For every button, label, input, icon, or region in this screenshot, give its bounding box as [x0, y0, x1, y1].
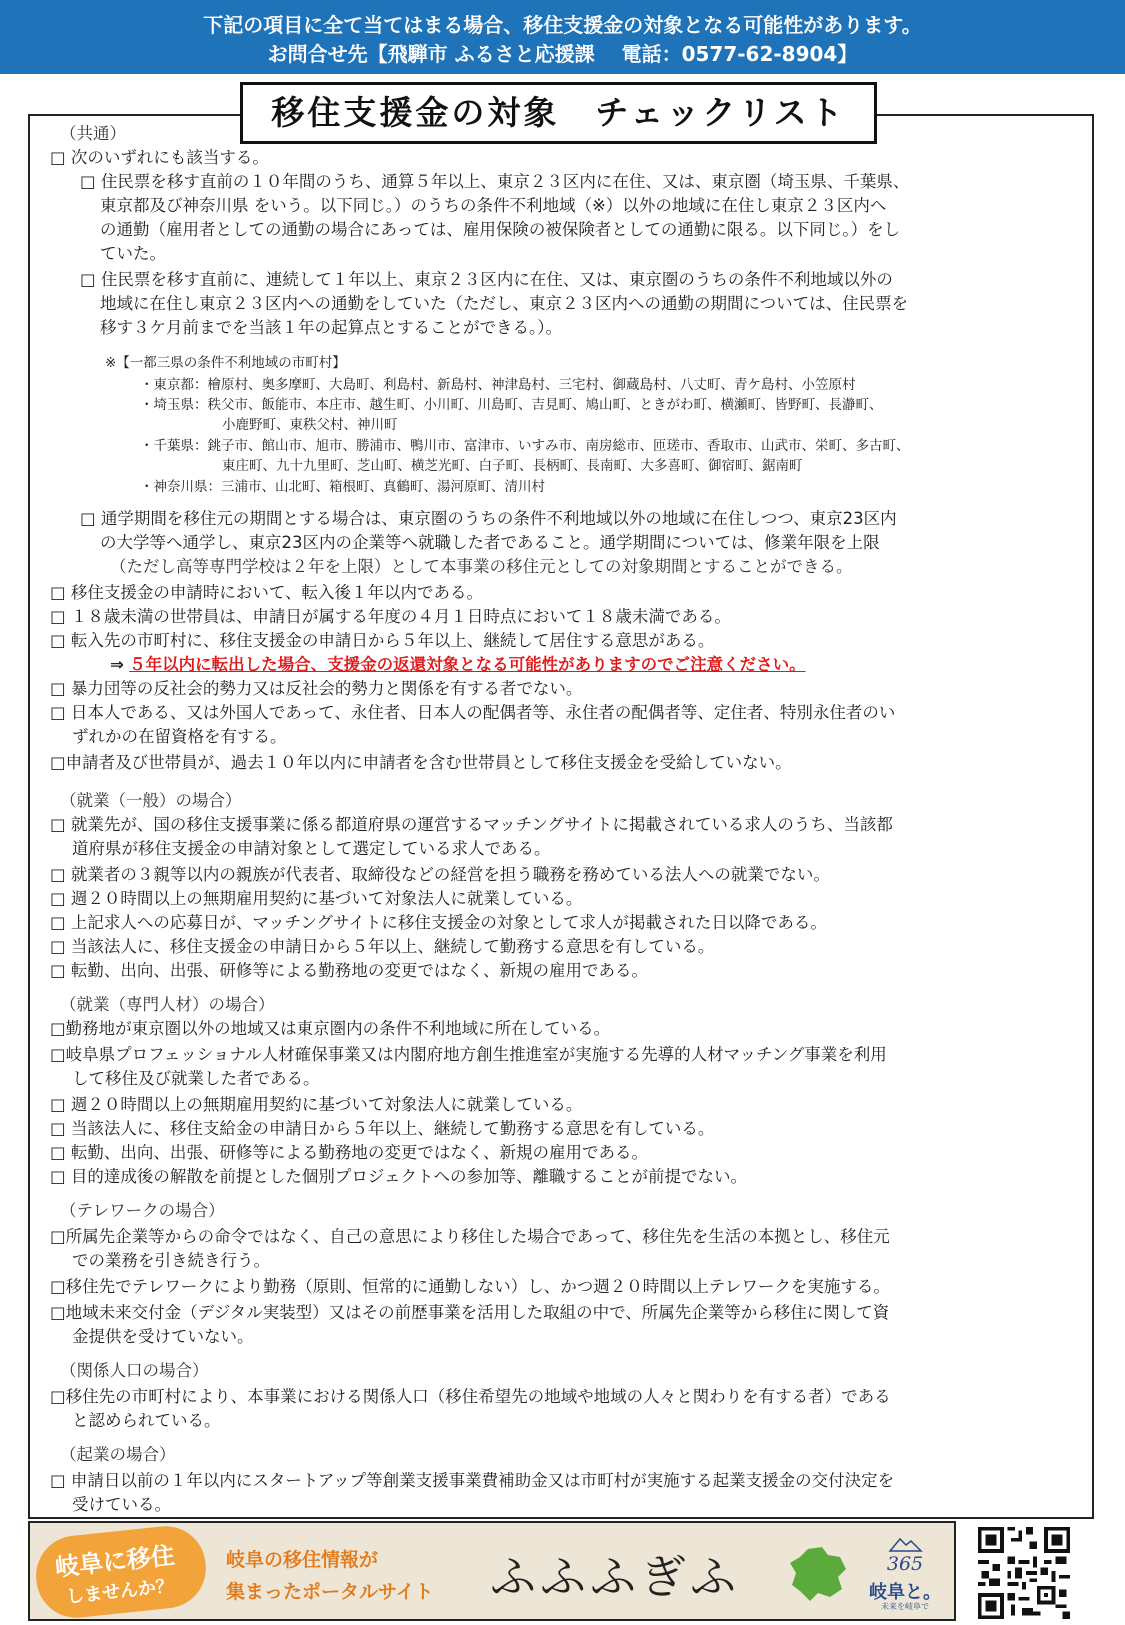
checklist-line: と認められている。 [72, 1411, 221, 1430]
checkbox-item[interactable]: □地域未来交付金（デジタル実装型）又はその前歴事業を活用した取組の中で、所属先企業等から移住に関して資 [50, 1303, 890, 1322]
portal-banner[interactable] [28, 1521, 956, 1621]
checklist-line: 道府県が移住支援金の申請対象として選定している求人である。 [72, 839, 551, 858]
bubble-line2: しませんか？ [65, 1575, 175, 1608]
checkbox-item[interactable]: □移住先の市町村により、本事業における関係人口（移住希望先の地域や地域の人々と関わりを有する者）である [50, 1387, 891, 1406]
footnote-line: ・千葉県：銚子市、館山市、旭市、勝浦市、鴨川市、富津市、いすみ市、南房総市、匝瑳市、香取市、山武市、栄町、多古町、 [140, 438, 910, 454]
section-heading: （テレワークの場合） [60, 1201, 225, 1220]
checkbox-item[interactable]: □ 次のいずれにも該当する。 [50, 148, 269, 167]
checkbox-item[interactable]: □ 住民票を移す直前に、連続して１年以上、東京２３区内に在住、又は、東京圏のうちの条件不利地域以外の [80, 270, 893, 289]
qr-code-icon[interactable] [978, 1527, 1070, 1619]
checkbox-item[interactable]: □ 転勤、出向、出張、研修等による勤務地の変更ではなく、新規の雇用である。 [50, 961, 649, 980]
mountain-icon [865, 1533, 945, 1553]
checkbox-item[interactable]: □ 当該法人に、移住支給金の申請日から５年以上、継続して勤務する意思を有している。 [50, 1119, 715, 1138]
checkbox-item[interactable]: □勤務地が東京圏以外の地域又は東京圏内の条件不利地域に所在している。 [50, 1019, 611, 1038]
checkbox-item[interactable]: □ 週２０時間以上の無期雇用契約に基づいて対象法人に就業している。 [50, 1095, 583, 1114]
bubble-line1: 岐阜に移住 [53, 1541, 177, 1582]
footnote-line: ・神奈川県：三浦市、山北町、箱根町、真鶴町、湯河原町、清川村 [140, 479, 545, 495]
checkbox-item[interactable]: □ 就業者の３親等以内の親族が代表者、取締役などの経営を担う職務を務めている法人への就業でない。 [50, 865, 830, 884]
checkbox-item[interactable]: □ 目的達成後の解散を前提とした個別プロジェクトへの参加等、離職することが前提でない。 [50, 1167, 748, 1186]
warning-text: ５年以内に転出した場合、支援金の返還対象となる可能性がありますのでご注意ください。 [129, 655, 806, 674]
checklist-line: して移住及び就業した者である。 [72, 1069, 320, 1088]
banner-subtitle-1: 岐阜の移住情報が [226, 1549, 379, 1571]
checkbox-item[interactable]: □ 住民票を移す直前の１０年間のうち、通算５年以上、東京２３区内に在住、又は、東京圏（埼玉県、千葉県、 [80, 172, 910, 191]
checkbox-item[interactable]: □申請者及び世帯員が、過去１０年以内に申請者を含む世帯員として移住支援金を受給していない。 [50, 753, 792, 772]
checkbox-item[interactable]: □ 就業先が、国の移住支援事業に係る都道府県の運営するマッチングサイトに掲載されている求人のうち、当該都 [50, 815, 893, 834]
banner-subtitle-2: 集まったポータルサイト [226, 1581, 434, 1603]
checklist-line: 受けている。 [72, 1495, 171, 1514]
checkbox-item[interactable]: □所属先企業等からの命令ではなく、自己の意思により移住した場合であって、移住先を生活の本拠とし、移住元 [50, 1227, 890, 1246]
checkbox-item[interactable]: □ １８歳未満の世帯員は、申請日が属する年度の４月１日時点において１８歳未満である。 [50, 607, 731, 626]
checklist-title: 移住支援金の対象 チェックリスト [240, 82, 877, 144]
checklist-line: 地域に在住し東京２３区内への通勤をしていた（ただし、東京２３区内への通勤の期間については、住民票を [100, 294, 909, 313]
section-heading: （関係人口の場合） [60, 1361, 209, 1380]
section-heading: （就業（専門人材）の場合） [60, 995, 275, 1014]
footnote-line: 東庄町、九十九里町、芝山町、横芝光町、白子町、長柄町、長南町、大多喜町、御宿町、鋸南町 [222, 458, 803, 474]
checkbox-item[interactable]: □岐阜県プロフェッショナル人材確保事業又は内閣府地方創生推進室が実施する先導的人材マッチング事業を利用 [50, 1045, 887, 1064]
badge-number: 365 [886, 1553, 924, 1575]
checklist-line: の大学等へ通学し、東京23区内の企業等へ就職した者であること。通学期間については、修業年限を上限 [100, 533, 880, 552]
checklist-line: 移す３ケ月前までを当該１年の起算点とすることができる。）。 [100, 318, 562, 337]
checklist-line: での業務を引き続き行う。 [72, 1251, 270, 1270]
gifu365-badge [865, 1533, 945, 1613]
section-heading: （共通） [60, 124, 126, 143]
section-heading: （ただし高等専門学校は２年を上限）として本事業の移住元としての対象期間とすることができる。 [110, 557, 853, 576]
warning-line [110, 654, 806, 676]
footnote-line: ・埼玉県：秩父市、飯能市、本庄市、越生町、小川町、川島町、吉見町、鳩山町、ときがわ町、横瀬町、皆野町、長瀞町、 [140, 397, 883, 413]
badge-small: 未来を岐阜で [881, 1602, 929, 1611]
header-contact: お問合せ先【飛騨市 ふるさと応援課 電話：0577-62-8904】 [267, 42, 858, 66]
checklist-line: 東京都及び神奈川県 をいう。以下同じ。）のうちの条件不利地域（※）以外の地域に在住し東京２３区内へ [100, 196, 887, 215]
checklist-line: ていた。 [100, 244, 166, 263]
gifu-map-icon [788, 1545, 850, 1603]
section-heading: （起業の場合） [60, 1445, 176, 1464]
checkbox-item[interactable]: □ 暴力団等の反社会的勢力又は反社会的勢力と関係を有する者でない。 [50, 679, 583, 698]
checkbox-item[interactable]: □ 当該法人に、移住支援金の申請日から５年以上、継続して勤務する意思を有している。 [50, 937, 715, 956]
checkbox-item[interactable]: □ 上記求人への応募日が、マッチングサイトに移住支援金の対象として求人が掲載された日以降である。 [50, 913, 827, 932]
checkbox-item[interactable]: □ 転勤、出向、出張、研修等による勤務地の変更ではなく、新規の雇用である。 [50, 1143, 649, 1162]
portal-logo: ふふふぎふ [490, 1550, 740, 1604]
section-heading: （就業（一般）の場合） [60, 791, 242, 810]
checkbox-item[interactable]: □ 移住支援金の申請時において、転入後１年以内である。 [50, 583, 484, 602]
checklist-line: 金提供を受けていない。 [72, 1327, 254, 1346]
speech-bubble [32, 1522, 210, 1621]
checklist-line: ずれかの在留資格を有する。 [72, 727, 287, 746]
checkbox-item[interactable]: □ 日本人である、又は外国人であって、永住者、日本人の配偶者等、永住者の配偶者等、定住者、特別永住者のい [50, 703, 896, 722]
checkbox-item[interactable]: □ 通学期間を移住元の期間とする場合は、東京圏のうちの条件不利地域以外の地域に在住しつつ、東京23区内 [80, 509, 897, 528]
checklist-line: の通勤（雇用者としての通勤の場合にあっては、雇用保険の被保険者としての通勤に限る。以下同じ。）をし [100, 220, 901, 239]
header-notice: 下記の項目に全て当てはまる場合、移住支援金の対象となる可能性があります。 [203, 13, 922, 37]
checkbox-item[interactable]: □ 申請日以前の１年以内にスタートアップ等創業支援事業費補助金又は市町村が実施する起業支援金の交付決定を [50, 1471, 895, 1490]
footnote-line: ※【一都三県の条件不利地域の市町村】 [105, 355, 346, 371]
header-banner [0, 0, 1125, 74]
footnote-line: ・東京都：檜原村、奥多摩町、大島町、利島村、新島村、神津島村、三宅村、御蔵島村、八丈町、青ケ島村、小笠原村 [140, 377, 856, 393]
checkbox-item[interactable]: □ 週２０時間以上の無期雇用契約に基づいて対象法人に就業している。 [50, 889, 583, 908]
badge-text: 岐阜と。 [869, 1582, 941, 1603]
arrow-icon: ⇒ [110, 655, 124, 674]
footnote-line: 小鹿野町、東秩父村、神川町 [222, 417, 398, 433]
checkbox-item[interactable]: □移住先でテレワークにより勤務（原則、恒常的に通勤しない）し、かつ週２０時間以上テレワークを実施する。 [50, 1277, 890, 1296]
checkbox-item[interactable]: □ 転入先の市町村に、移住支援金の申請日から５年以上、継続して居住する意思がある。 [50, 631, 715, 650]
